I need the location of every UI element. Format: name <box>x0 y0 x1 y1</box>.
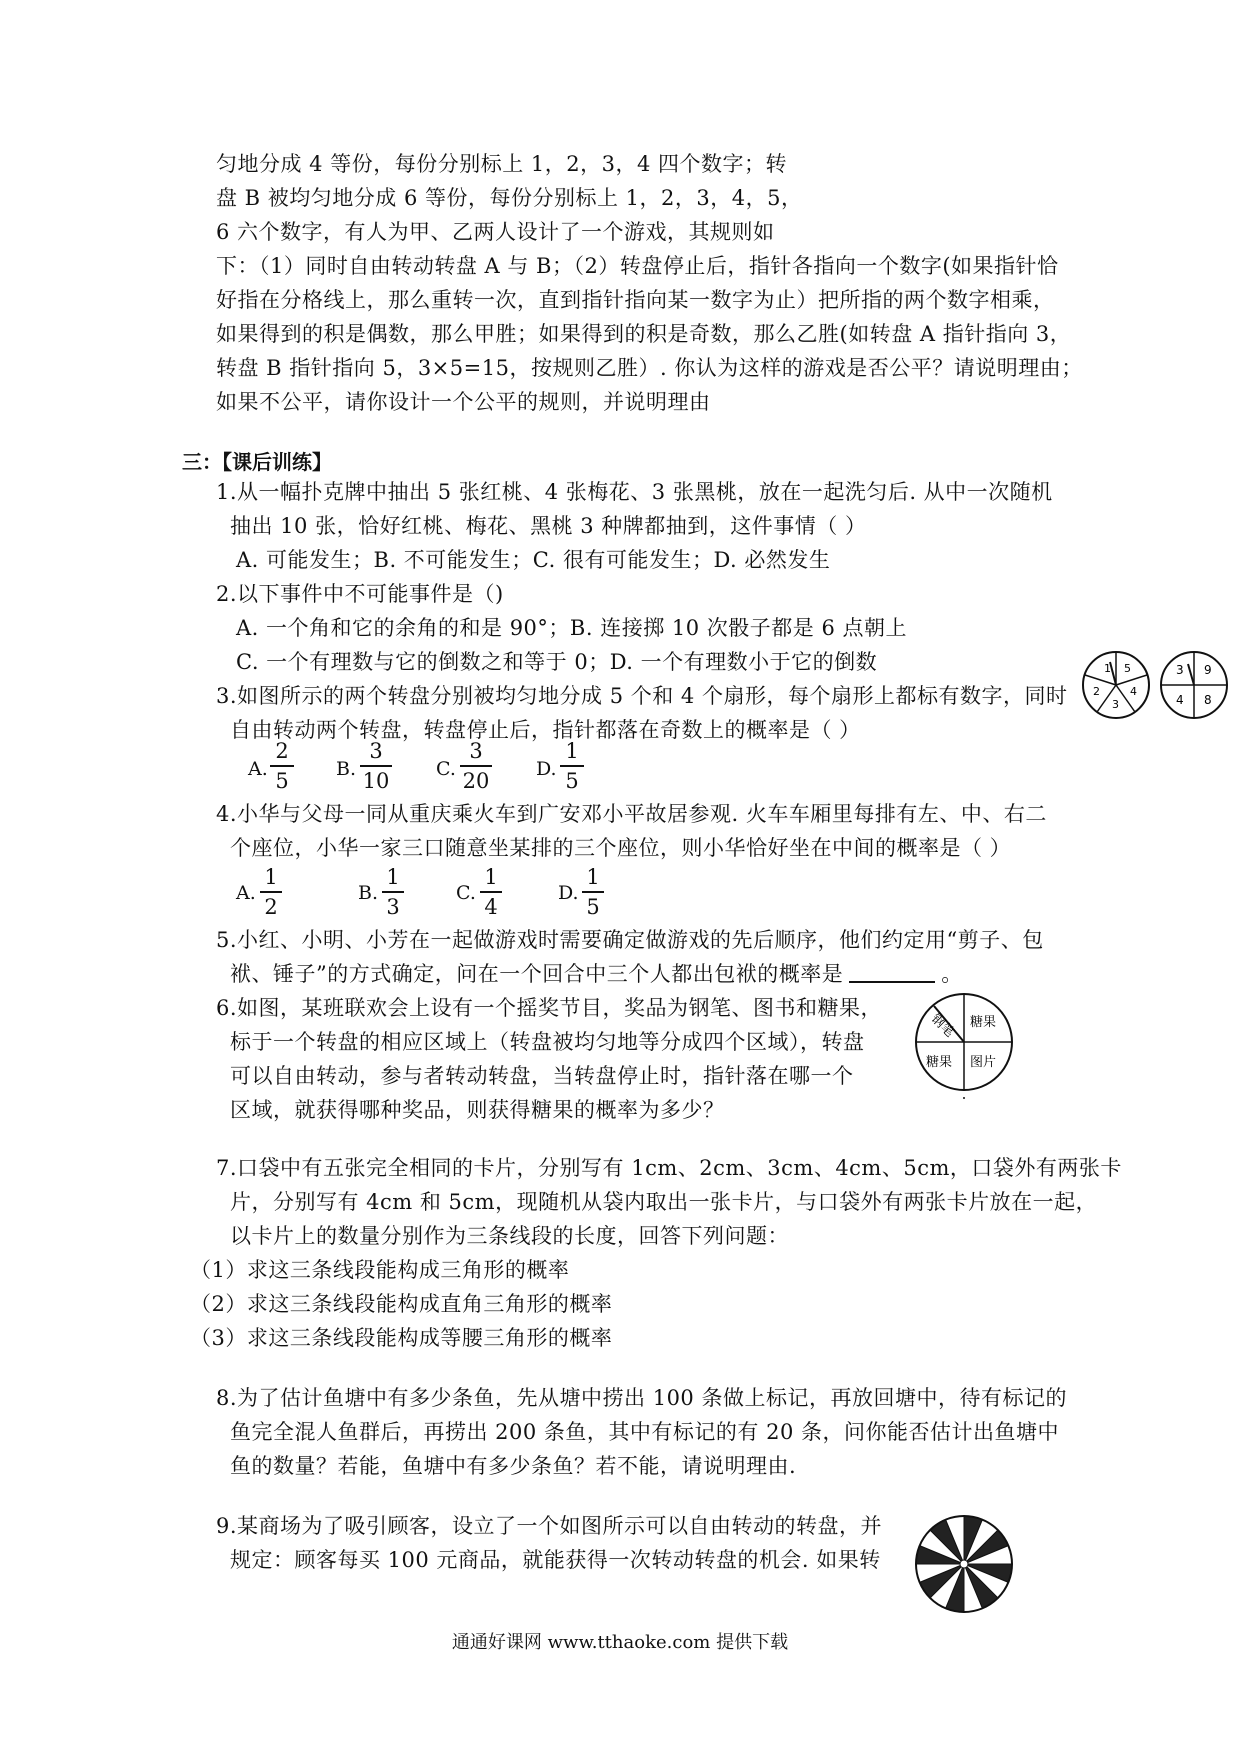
question-line: 以卡片上的数量分别作为三条线段的长度，回答下列问题： <box>230 1224 789 1248</box>
prize-label: 图片 <box>970 1055 997 1070</box>
option-a-label: A. <box>248 758 268 780</box>
option-d-label: D. <box>558 882 579 904</box>
question-options: C. 一个有理数与它的倒数之和等于 0；D. 一个有理数小于它的倒数 <box>236 650 878 674</box>
spinner1-number: 2 <box>1093 685 1100 698</box>
option-a-fraction: 1 2 <box>260 864 282 920</box>
prize-spinner-figure <box>912 990 1018 1100</box>
option-b-label: B. <box>358 882 379 904</box>
option-b-fraction: 3 10 <box>360 738 392 794</box>
wheel-hub <box>960 1560 968 1568</box>
intro-line: 如果得到的积是偶数，那么甲胜；如果得到的积是奇数，那么乙胜(如转盘 A 指针指向 3， <box>216 322 1072 346</box>
question-line: 8.为了估计鱼塘中有多少条鱼，先从塘中捞出 100 条做上标记，再放回塘中，待有标记的 <box>216 1386 1067 1410</box>
question-line: 3.如图所示的两个转盘分别被均匀地分成 5 个和 4 个扇形，每个扇形上都标有数字，同时 <box>216 684 1068 708</box>
question-line: 个座位，小华一家三口随意坐某排的三个座位，则小华恰好坐在中间的概率是（ ） <box>230 836 1012 860</box>
intro-line: 匀地分成 4 等份，每份分别标上 1，2，3，4 四个数字；转 <box>216 152 788 176</box>
question-text: 袱、锤子”的方式确定，问在一个回合中三个人都出包袱的概率是 <box>230 962 844 986</box>
spinner1-number: 5 <box>1124 662 1131 675</box>
page-footer: 通通好课网 www.tthaoke.com 提供下载 <box>451 1632 789 1653</box>
lucky-wheel-figure <box>912 1512 1016 1616</box>
spinner2-number: 8 <box>1204 693 1212 707</box>
prize-label: 钢笔 <box>927 1011 957 1041</box>
question-options: A. 可能发生；B. 不可能发生；C. 很有可能发生；D. 必然发生 <box>236 548 831 572</box>
answer-blank[interactable] <box>849 961 935 983</box>
question-line: 鱼的数量？若能，鱼塘中有多少条鱼？若不能，请说明理由. <box>230 1454 797 1478</box>
question-line: 5.小红、小明、小芳在一起做游戏时需要确定做游戏的先后顺序，他们约定用“剪子、包 <box>216 928 1044 952</box>
prize-label: 糖果 <box>970 1015 997 1030</box>
question-line: 鱼完全混人鱼群后，再捞出 200 条鱼，其中有标记的有 20 条，问你能否估计出鱼塘中 <box>230 1420 1060 1444</box>
question-line: 2.以下事件中不可能事件是（) <box>216 582 504 606</box>
question-line: 标于一个转盘的相应区域上（转盘被均匀地等分成四个区域），转盘 <box>230 1030 865 1054</box>
question-line: 1.从一幅扑克牌中抽出 5 张红桃、4 张梅花、3 张黑桃，放在一起洗匀后. 从中一次随机 <box>216 480 1053 504</box>
spinner-four-sectors <box>1161 652 1227 718</box>
intro-line: 下：（1）同时自由转动转盘 A 与 B；（2）转盘停止后，指针各指向一个数字(如果指针恰 <box>216 254 1059 278</box>
spinner2-number: 9 <box>1204 663 1212 677</box>
option-a-fraction: 2 5 <box>270 738 294 794</box>
option-a-label: A. <box>236 882 256 904</box>
section-title: 三：【课后训练】 <box>182 450 332 474</box>
spinner1-number: 3 <box>1112 698 1119 711</box>
option-d-label: D. <box>536 758 557 780</box>
intro-line: 盘 B 被均匀地分成 6 等份，每份分别标上 1，2，3，4，5， <box>216 186 803 210</box>
option-c-fraction: 1 4 <box>480 864 502 920</box>
question-line: 规定：顾客每买 100 元商品，就能获得一次转动转盘的机会. 如果转 <box>230 1548 881 1572</box>
question-line: 9.某商场为了吸引顾客，设立了一个如图所示可以自由转动的转盘，并 <box>216 1514 883 1538</box>
question-line: 4.小华与父母一同从重庆乘火车到广安邓小平故居参观. 火车车厢里每排有左、中、右二 <box>216 802 1047 826</box>
spinner2-number: 3 <box>1176 663 1184 677</box>
option-b-fraction: 1 3 <box>382 864 404 920</box>
prize-label: 糖果 <box>926 1055 953 1070</box>
question-text: 。 <box>941 962 963 986</box>
question-line: 抽出 10 张，恰好红桃、梅花、黑桃 3 种牌都抽到，这件事情（ ） <box>230 514 867 538</box>
spinner-five-sectors <box>1083 652 1149 718</box>
spinner1-number: 4 <box>1130 685 1137 698</box>
option-c-fraction: 3 20 <box>460 738 492 794</box>
intro-line: 6 六个数字，有人为甲、乙两人设计了一个游戏，其规则如 <box>216 220 775 244</box>
question-line: 可以自由转动，参与者转动转盘，当转盘停止时，指针落在哪一个 <box>230 1064 854 1088</box>
option-d-fraction: 1 5 <box>560 738 584 794</box>
spinner2-number: 4 <box>1176 693 1184 707</box>
question-options: A. 一个角和它的余角的和是 90°；B. 连接掷 10 次骰子都是 6 点朝上 <box>236 616 907 640</box>
intro-line: 如果不公平，请你设计一个公平的规则，并说明理由 <box>216 390 711 414</box>
option-d-fraction: 1 5 <box>582 864 604 920</box>
option-b-label: B. <box>336 758 357 780</box>
intro-line: 转盘 B 指针指向 5，3×5=15，按规则乙胜）. 你认为这样的游戏是否公平？请说明理由； <box>216 356 1083 380</box>
sub-question: （2）求这三条线段能构成直角三角形的概率 <box>190 1292 613 1316</box>
sub-question: （1）求这三条线段能构成三角形的概率 <box>190 1258 570 1282</box>
sub-question: （3）求这三条线段能构成等腰三角形的概率 <box>190 1326 613 1350</box>
question-line: 区域，就获得哪种奖品，则获得糖果的概率为多少？ <box>230 1098 725 1122</box>
two-spinners-figure <box>1080 648 1232 722</box>
option-c-label: C. <box>456 882 476 904</box>
spinner1-number: 1 <box>1104 662 1111 675</box>
intro-line: 好指在分格线上，那么重转一次，直到指针指向某一数字为止）把所指的两个数字相乘， <box>216 288 1055 312</box>
question-line: 6.如图，某班联欢会上设有一个摇奖节目，奖品为钢笔、图书和糖果， <box>216 996 883 1020</box>
option-c-label: C. <box>436 758 456 780</box>
question-line: 片，分别写有 4cm 和 5cm，现随机从袋内取出一张卡片，与口袋外有两张卡片放在一起， <box>230 1190 1098 1214</box>
question-line: 自由转动两个转盘，转盘停止后，指针都落在奇数上的概率是（ ） <box>230 718 861 742</box>
question-line: 7.口袋中有五张完全相同的卡片，分别写有 1cm、2cm、3cm、4cm、5cm，口袋外有两张卡 <box>216 1156 1122 1180</box>
question-line <box>230 960 963 988</box>
